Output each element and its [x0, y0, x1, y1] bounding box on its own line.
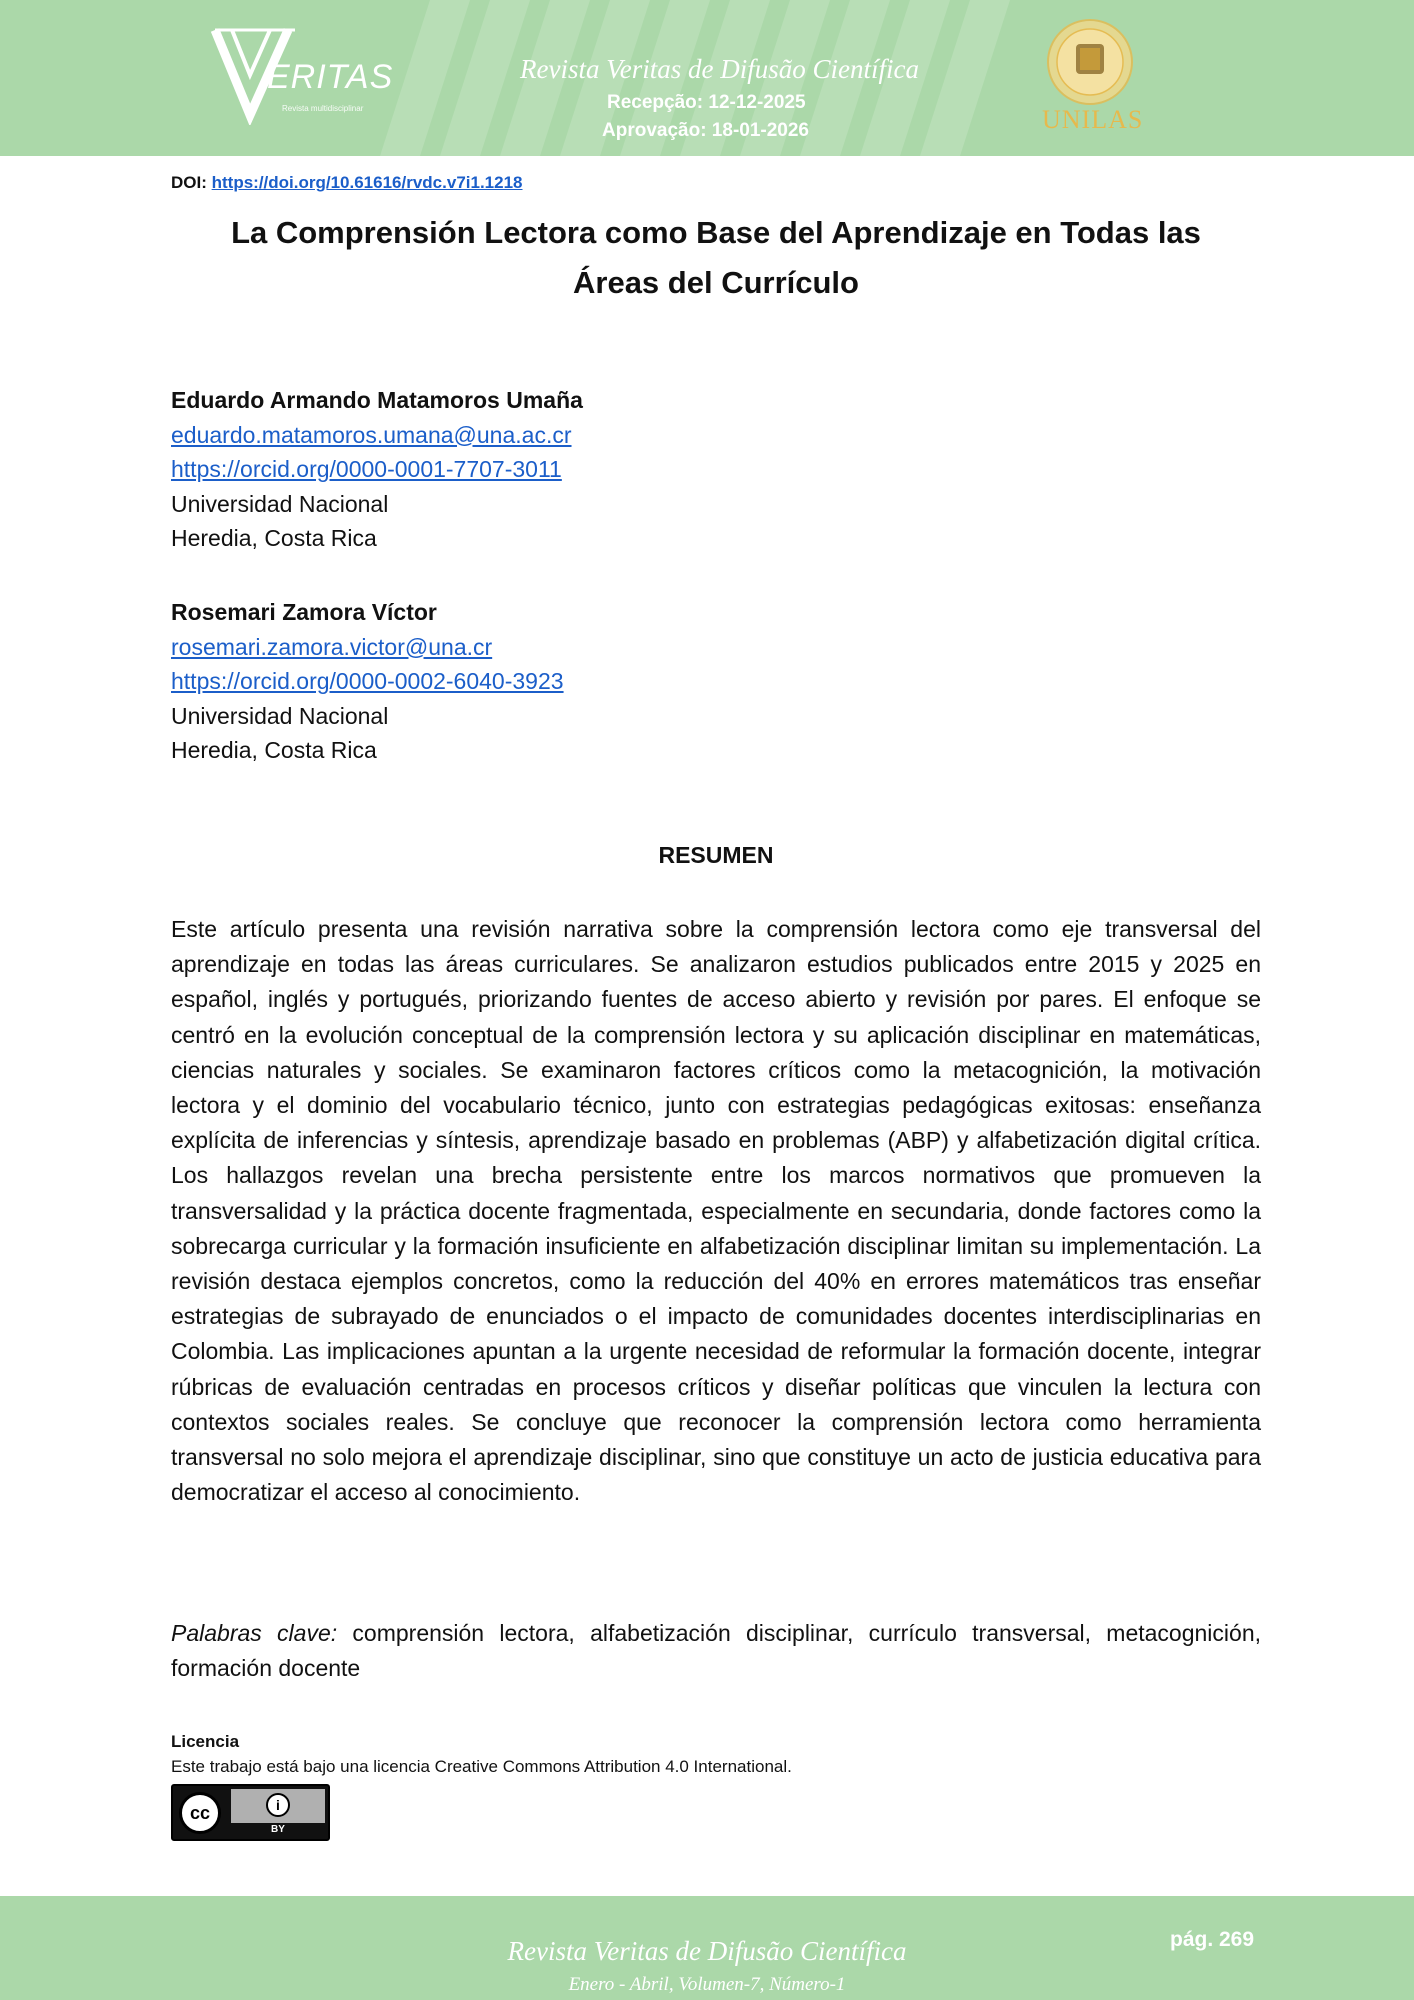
approved-date: Aprovação: 18-01-2026 [602, 120, 809, 141]
received-date: Recepção: 12-12-2025 [607, 92, 806, 113]
veritas-logo-subtext: Revista multidisciplinar [282, 104, 364, 113]
veritas-logo-text: ERITAS [267, 58, 394, 96]
keywords-text: comprensión lectora, alfabetización disciplinar, currículo transversal, metacognición, formación docente [171, 1620, 1261, 1681]
article-title-line-2: Áreas del Currículo [573, 265, 859, 300]
keywords-label: Palabras clave: [171, 1620, 338, 1646]
author-name: Eduardo Armando Matamoros Umaña [171, 387, 583, 413]
unilas-logo-text: UNILAS [1042, 105, 1144, 134]
author-block [171, 595, 564, 768]
header-band [0, 0, 1414, 156]
author-location: Heredia, Costa Rica [171, 737, 377, 763]
article-title-line-1: La Comprensión Lectora como Base del Aprendizaje en Todas las [231, 215, 1201, 250]
person-attribution-icon: i [266, 1793, 290, 1817]
journal-title: Revista Veritas de Difusão Científica [520, 54, 919, 84]
article-title [171, 208, 1261, 308]
footer-journal-title: Revista Veritas de Difusão Científica [507, 1936, 907, 1966]
by-label: BY [271, 1824, 285, 1835]
author-orcid-link[interactable]: https://orcid.org/0000-0001-7707-3011 [171, 456, 562, 482]
abstract-heading: RESUMEN [658, 842, 774, 868]
abstract-text: Este artículo presenta una revisión narrativa sobre la comprensión lectora como eje transversal del aprendizaje en todas las áreas curriculares. Se analizaron estudios publicados entre 2015 y 2025 en español, inglés y portugués, priorizando fuentes de acceso abierto y revisión por pares. El enfoque se centró en la evolución conceptual de la comprensión lectora y su aplicación disciplinar en matemáticas, ciencias naturales y sociales. Se examinaron factores críticos como la metacognición, la motivación lectora y el dominio del vocabulario técnico, junto con estrategias pedagógicas exitosas: enseñanza explícita de inferencias y síntesis, aprendizaje basado en problemas (ABP) y alfabetización digital crítica. Los hallazgos revelan una brecha persistente entre los marcos normativos que promueven la transversalidad y la práctica docente fragmentada, especialmente en secundaria, donde factores como la sobrecarga curricular y la formación insuficiente en alfabetización disciplinar limitan su implementación. La revisión destaca ejemplos concretos, como la reducción del 40% en errores matemáticos tras enseñar estrategias de subrayado de enunciados o el impacto de comunidades docentes interdisciplinarias en Colombia. Las implicaciones apuntan a la urgente necesidad de reformular la formación docente, integrar rúbricas de evaluación centradas en procesos críticos y diseñar políticas que vinculen la lectura con contextos sociales reales. Se concluye que reconocer la comprensión lectora como herramienta transversal no solo mejora el aprendizaje disciplinar, sino que constituye un acto de justicia educativa para democratizar el acceso al conocimiento. [171, 916, 1261, 1506]
author-institution: Universidad Nacional [171, 490, 389, 517]
attribution-icon-area [231, 1789, 325, 1823]
author-email-link[interactable]: rosemari.zamora.victor@una.cr [171, 633, 493, 660]
license-text: Este trabajo está bajo una licencia Creative Commons Attribution 4.0 International. [171, 1757, 792, 1776]
author-email-link[interactable]: eduardo.matamoros.umana@una.ac.cr [171, 421, 572, 448]
doi-link[interactable]: https://doi.org/10.61616/rvdc.v7i1.1218 [211, 173, 523, 192]
license-heading: Licencia [171, 1732, 240, 1751]
author-institution: Universidad Nacional [171, 702, 389, 729]
license-block [171, 1729, 792, 1779]
cc-by-license-badge[interactable] [171, 1784, 330, 1841]
keywords-paragraph [171, 1616, 1261, 1686]
page-number: pág. 269 [1170, 1928, 1255, 1951]
author-name: Rosemari Zamora Víctor [171, 599, 437, 625]
creative-commons-icon: cc [179, 1792, 221, 1834]
author-location: Heredia, Costa Rica [171, 525, 377, 551]
author-block [171, 383, 583, 556]
footer-issue: Enero - Abril, Volumen-7, Número-1 [568, 1974, 846, 1995]
doi-line [171, 173, 523, 193]
author-orcid-link[interactable]: https://orcid.org/0000-0002-6040-3923 [171, 668, 564, 694]
doi-label: DOI: [171, 173, 207, 192]
